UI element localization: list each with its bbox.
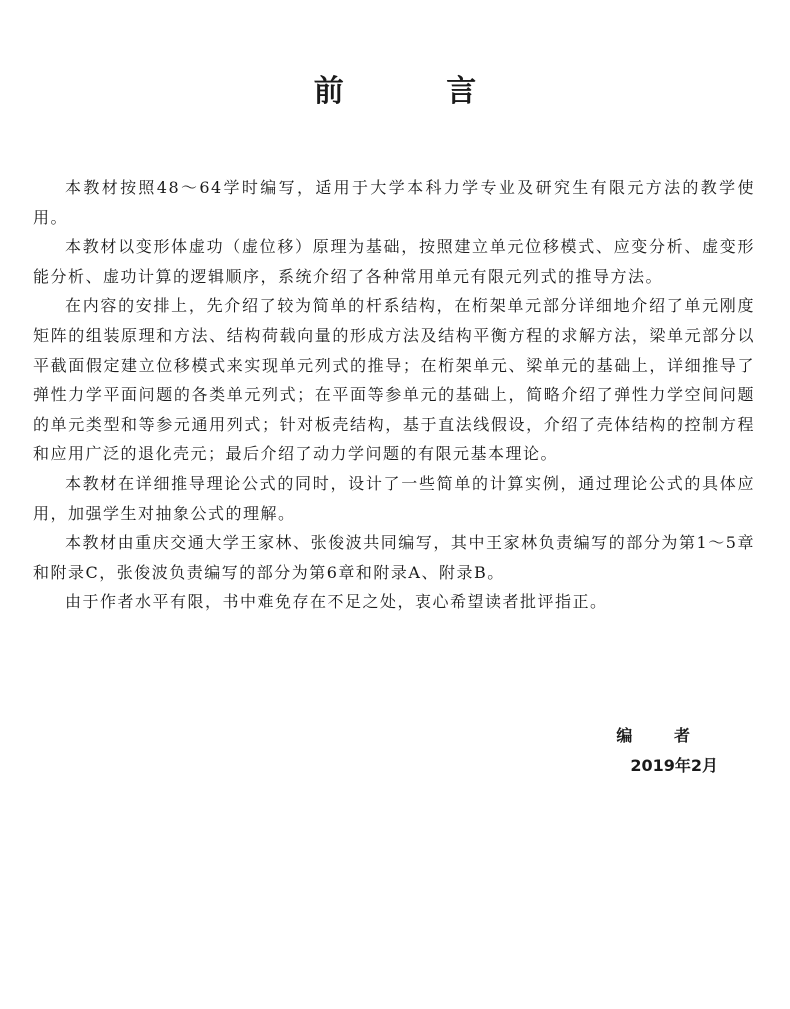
- page-title: 前 言: [313, 74, 523, 109]
- signature-date: 2019年2月: [630, 756, 718, 775]
- signature-author: 编 者: [616, 726, 708, 745]
- paragraph: 在内容的安排上，先介绍了较为简单的杆系结构，在桁架单元部分详细地介绍了单元刚度矩阵的组装原理和方法、结构荷载向量的形成方法及结构平衡方程的求解方法，梁单元部分以平截面假定建立位移模式来实现单元列式的推导；在桁架单元、梁单元的基础上，详细推导了弹性力学平面问题的各类单元列式；在平面等参单元的基础上，简略介绍了弹性力学空间问题的单元类型和等参元通用列式；针对板壳结构，基于直法线假设，介绍了壳体结构的控制方程和应用广泛的退化壳元；最后介绍了动力学问题的有限元基本理论。: [33, 296, 755, 464]
- paragraph: 本教材由重庆交通大学王家林、张俊波共同编写，其中王家林负责编写的部分为第1～5章和附录C，张俊波负责编写的部分为第6章和附录A、附录B。: [33, 533, 755, 582]
- paragraph: 本教材在详细推导理论公式的同时，设计了一些简单的计算实例，通过理论公式的具体应用，加强学生对抽象公式的理解。: [33, 473, 755, 523]
- paragraph: 由于作者水平有限，书中难免存在不足之处，衷心希望读者批评指正。: [65, 592, 608, 612]
- paragraph: 本教材按照48～64学时编写，适用于大学本科力学专业及研究生有限元方法的教学使用。: [33, 178, 755, 227]
- preface-body: [33, 173, 755, 617]
- paragraph: 本教材以变形体虚功（虚位移）原理为基础，按照建立单元位移模式、应变分析、虚变形能分析、虚功计算的逻辑顺序，系统介绍了各种常用单元有限元列式的推导方法。: [33, 237, 755, 286]
- signature-block: [616, 722, 718, 780]
